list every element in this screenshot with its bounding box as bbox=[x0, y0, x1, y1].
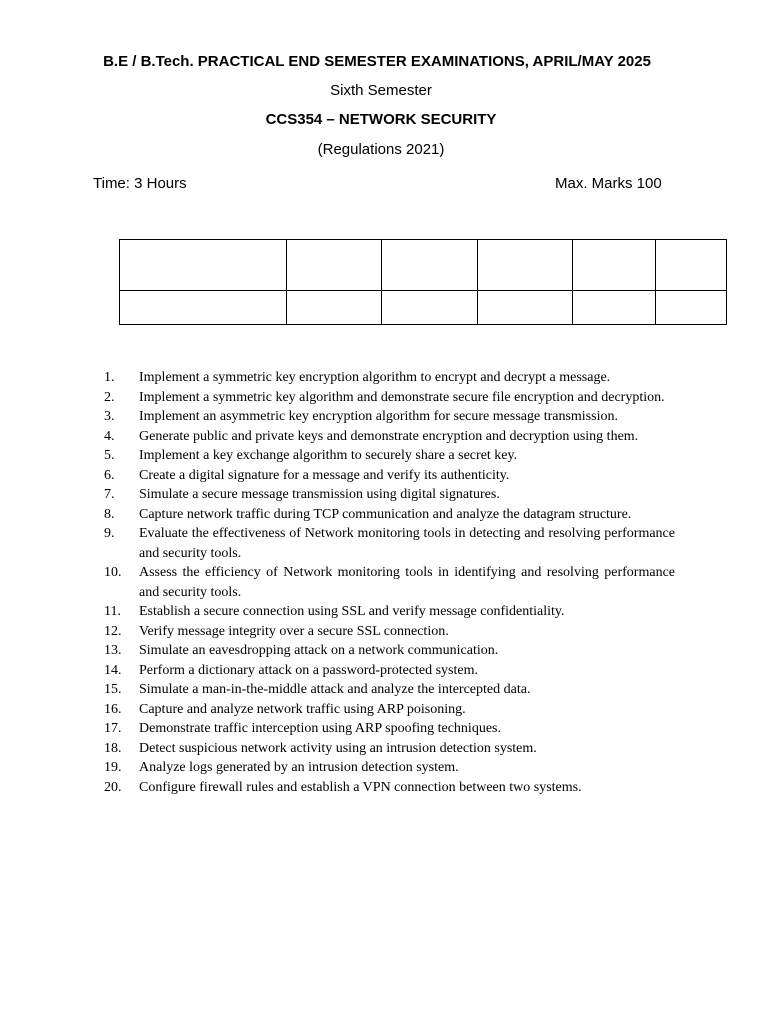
question-text: Simulate a secure message transmission using digital signatures. bbox=[139, 487, 500, 502]
grid-cell bbox=[573, 240, 656, 291]
grid-cell bbox=[656, 291, 727, 325]
question-text: Perform a dictionary attack on a password-protected system. bbox=[139, 662, 479, 678]
question-item bbox=[104, 778, 675, 798]
question-text: Assess the efficiency of Network monitoring tools in identifying and resolving performance and security tools. bbox=[139, 565, 675, 600]
question-number: 14. bbox=[104, 662, 122, 678]
question-item bbox=[104, 622, 675, 642]
question-text: Implement a key exchange algorithm to securely share a secret key. bbox=[139, 448, 518, 463]
question-text: Verify message integrity over a secure SSL connection. bbox=[139, 623, 449, 639]
grid-row bbox=[120, 240, 727, 291]
question-text: Analyze logs generated by an intrusion detection system. bbox=[139, 760, 459, 775]
grid-row bbox=[120, 291, 727, 325]
question-text: Implement an asymmetric key encryption algorithm for secure message transmission. bbox=[139, 409, 618, 424]
question-text: Capture network traffic during TCP communication and analyze the datagram structure. bbox=[139, 506, 632, 522]
max-marks-label: Max. Marks 100 bbox=[555, 175, 662, 192]
question-number: 8. bbox=[104, 506, 115, 522]
exam-title: B.E / B.Tech. PRACTICAL END SEMESTER EXAMINATIONS, APRIL/MAY 2025 bbox=[103, 53, 651, 70]
question-item bbox=[104, 368, 675, 388]
question-item bbox=[104, 485, 675, 505]
question-item bbox=[104, 680, 675, 700]
question-number: 13. bbox=[104, 643, 122, 658]
question-number: 7. bbox=[104, 487, 115, 502]
question-text: Capture and analyze network traffic using ARP poisoning. bbox=[139, 701, 466, 717]
question-number: 19. bbox=[104, 760, 122, 775]
question-number: 3. bbox=[104, 409, 115, 424]
question-item bbox=[104, 758, 675, 778]
question-number: 16. bbox=[104, 701, 122, 717]
grid-cell bbox=[656, 240, 727, 291]
semester-label: Sixth Semester bbox=[330, 82, 432, 99]
question-text: Establish a secure connection using SSL and verify message confidentiality. bbox=[139, 604, 565, 619]
question-number: 18. bbox=[104, 740, 122, 756]
duration-label: Time: 3 Hours bbox=[93, 175, 187, 192]
question-item bbox=[104, 700, 675, 720]
question-number: 12. bbox=[104, 623, 122, 639]
question-item bbox=[104, 719, 675, 739]
question-text: Demonstrate traffic interception using ARP spoofing techniques. bbox=[139, 721, 501, 736]
regulations-label: (Regulations 2021) bbox=[317, 141, 445, 158]
question-text: Simulate a man-in-the-middle attack and analyze the intercepted data. bbox=[139, 682, 531, 697]
question-text: Implement a symmetric key encryption algorithm to encrypt and decrypt a message. bbox=[139, 370, 611, 385]
question-number: 2. bbox=[104, 389, 115, 405]
question-number: 9. bbox=[104, 526, 115, 541]
question-item bbox=[104, 739, 675, 759]
question-list bbox=[104, 368, 675, 797]
question-item bbox=[104, 661, 675, 681]
question-text: Create a digital signature for a message and verify its authenticity. bbox=[139, 467, 510, 483]
grid-cell bbox=[287, 291, 382, 325]
question-number: 10. bbox=[104, 565, 122, 580]
question-number: 1. bbox=[104, 370, 115, 385]
question-item bbox=[104, 466, 675, 486]
question-item bbox=[104, 505, 675, 525]
question-item bbox=[104, 427, 675, 447]
grid-cell bbox=[382, 240, 478, 291]
question-item bbox=[104, 602, 675, 622]
question-item bbox=[104, 641, 675, 661]
register-number-grid bbox=[119, 239, 727, 325]
question-item bbox=[104, 524, 675, 563]
grid-cell bbox=[382, 291, 478, 325]
question-item bbox=[104, 388, 675, 408]
question-text: Generate public and private keys and demonstrate encryption and decryption using them. bbox=[139, 428, 639, 444]
question-item bbox=[104, 407, 675, 427]
question-number: 17. bbox=[104, 721, 122, 736]
grid-cell bbox=[287, 240, 382, 291]
question-number: 15. bbox=[104, 682, 122, 697]
grid-cell bbox=[478, 291, 573, 325]
question-text: Implement a symmetric key algorithm and demonstrate secure file encryption and decryption. bbox=[139, 389, 665, 405]
grid-cell bbox=[478, 240, 573, 291]
course-title: CCS354 – NETWORK SECURITY bbox=[265, 111, 497, 128]
question-number: 4. bbox=[104, 428, 115, 444]
question-text: Detect suspicious network activity using an intrusion detection system. bbox=[139, 740, 537, 756]
grid-cell bbox=[120, 291, 287, 325]
grid-cell bbox=[120, 240, 287, 291]
question-item bbox=[104, 446, 675, 466]
question-item bbox=[104, 563, 675, 602]
question-number: 20. bbox=[104, 779, 122, 795]
question-text: Simulate an eavesdropping attack on a network communication. bbox=[139, 643, 499, 658]
question-number: 5. bbox=[104, 448, 115, 463]
question-number: 11. bbox=[104, 604, 121, 619]
grid-cell bbox=[573, 291, 656, 325]
question-text: Configure firewall rules and establish a VPN connection between two systems. bbox=[139, 779, 582, 795]
question-number: 6. bbox=[104, 467, 115, 483]
question-text: Evaluate the effectiveness of Network monitoring tools in detecting and resolving performance and security tools. bbox=[139, 526, 675, 561]
